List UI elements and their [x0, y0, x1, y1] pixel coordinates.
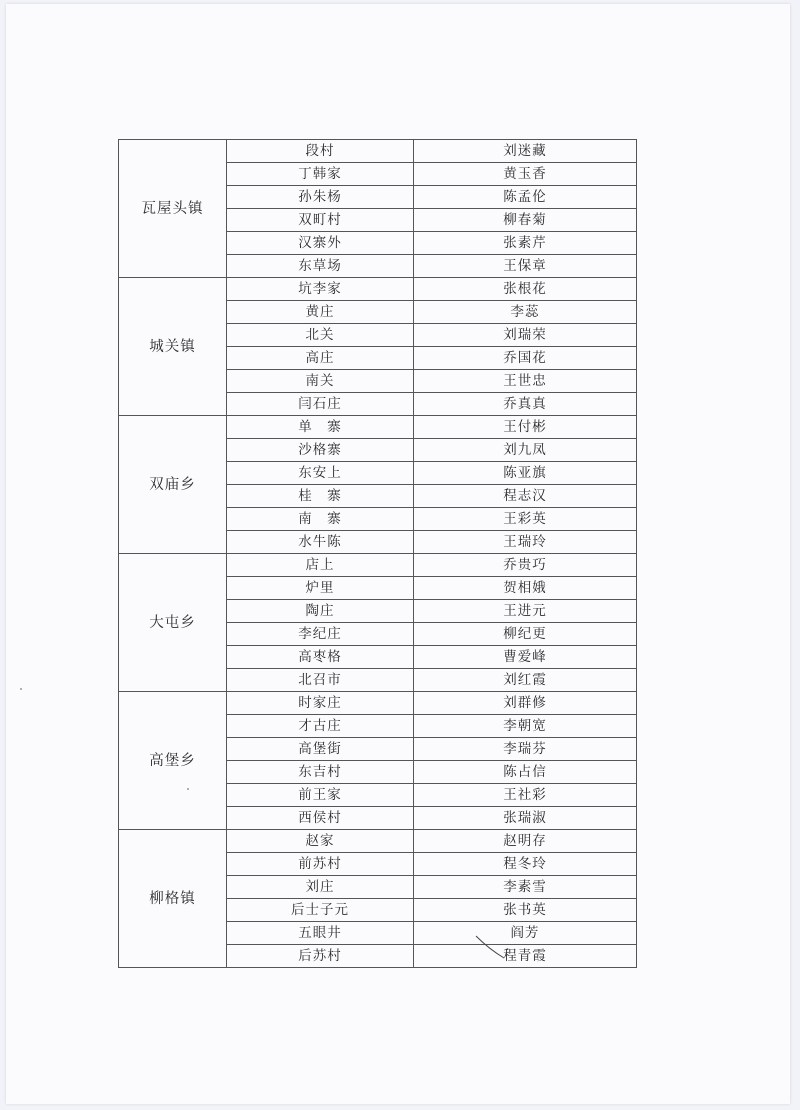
person-name-cell: 张根花: [414, 278, 637, 301]
village-name-cell: 孙朱杨: [227, 186, 414, 209]
person-name-cell: 程冬玲: [414, 853, 637, 876]
person-name-cell: 王世忠: [414, 370, 637, 393]
village-name-cell: 后苏村: [227, 945, 414, 968]
person-name-cell: 李素雪: [414, 876, 637, 899]
village-name-cell: 高庄: [227, 347, 414, 370]
person-name-cell: 王进元: [414, 600, 637, 623]
table-row: [119, 692, 637, 715]
town-name-cell: 瓦屋头镇: [119, 140, 227, 278]
village-name-cell: 双町村: [227, 209, 414, 232]
person-name-cell: 李蕊: [414, 301, 637, 324]
person-name-cell: 陈亚旗: [414, 462, 637, 485]
village-name-cell: 南 寨: [227, 508, 414, 531]
handwritten-tick-mark: [474, 934, 514, 962]
person-name-cell: 乔国花: [414, 347, 637, 370]
town-name-cell: 高堡乡: [119, 692, 227, 830]
person-name-cell: 程青霞: [414, 945, 637, 968]
person-name-cell: 赵明存: [414, 830, 637, 853]
village-name-cell: 店上: [227, 554, 414, 577]
person-name-cell: 张素芹: [414, 232, 637, 255]
person-name-cell: 柳春菊: [414, 209, 637, 232]
person-name-cell: 贺相娥: [414, 577, 637, 600]
village-name-cell: 陶庄: [227, 600, 414, 623]
village-name-cell: 前苏村: [227, 853, 414, 876]
village-name-cell: 单 寨: [227, 416, 414, 439]
village-name-cell: 高枣格: [227, 646, 414, 669]
village-name-cell: 丁韩家: [227, 163, 414, 186]
person-name-cell: 王社彩: [414, 784, 637, 807]
village-name-cell: 赵家: [227, 830, 414, 853]
village-name-cell: 桂 寨: [227, 485, 414, 508]
person-name-cell: 王付彬: [414, 416, 637, 439]
person-name-cell: 王彩英: [414, 508, 637, 531]
village-name-cell: 刘庄: [227, 876, 414, 899]
person-name-cell: 陈孟伦: [414, 186, 637, 209]
person-name-cell: 曹爱峰: [414, 646, 637, 669]
roster-table: [118, 139, 637, 968]
roster-body: [119, 140, 637, 968]
village-name-cell: 黄庄: [227, 301, 414, 324]
person-name-cell: 刘群修: [414, 692, 637, 715]
village-name-cell: 汉寨外: [227, 232, 414, 255]
person-name-cell: 陈占信: [414, 761, 637, 784]
person-name-cell: 李瑞芬: [414, 738, 637, 761]
village-name-cell: 东安上: [227, 462, 414, 485]
village-name-cell: 东吉村: [227, 761, 414, 784]
scan-speck: [20, 688, 22, 690]
village-name-cell: 北召市: [227, 669, 414, 692]
town-name-cell: 柳格镇: [119, 830, 227, 968]
village-name-cell: 段村: [227, 140, 414, 163]
village-name-cell: 西侯村: [227, 807, 414, 830]
village-name-cell: 五眼井: [227, 922, 414, 945]
person-name-cell: 乔贵巧: [414, 554, 637, 577]
village-name-cell: 李纪庄: [227, 623, 414, 646]
person-name-cell: 张瑞淑: [414, 807, 637, 830]
person-name-cell: 刘红霞: [414, 669, 637, 692]
village-name-cell: 才古庄: [227, 715, 414, 738]
village-name-cell: 东草场: [227, 255, 414, 278]
person-name-cell: 王保章: [414, 255, 637, 278]
table-row: [119, 416, 637, 439]
person-name-cell: 刘九凤: [414, 439, 637, 462]
table-row: [119, 140, 637, 163]
town-name-cell: 双庙乡: [119, 416, 227, 554]
village-name-cell: 坑李家: [227, 278, 414, 301]
table-row: [119, 278, 637, 301]
village-name-cell: 时家庄: [227, 692, 414, 715]
person-name-cell: 程志汉: [414, 485, 637, 508]
scan-speck: [187, 788, 189, 790]
person-name-cell: 阎芳: [414, 922, 637, 945]
person-name-cell: 黄玉香: [414, 163, 637, 186]
village-name-cell: 闫石庄: [227, 393, 414, 416]
village-name-cell: 北关: [227, 324, 414, 347]
village-name-cell: 炉里: [227, 577, 414, 600]
village-name-cell: 水牛陈: [227, 531, 414, 554]
town-name-cell: 大屯乡: [119, 554, 227, 692]
person-name-cell: 王瑞玲: [414, 531, 637, 554]
village-name-cell: 前王家: [227, 784, 414, 807]
person-name-cell: 刘迷藏: [414, 140, 637, 163]
village-name-cell: 南关: [227, 370, 414, 393]
table-row: [119, 830, 637, 853]
person-name-cell: 张书英: [414, 899, 637, 922]
person-name-cell: 李朝宽: [414, 715, 637, 738]
person-name-cell: 乔真真: [414, 393, 637, 416]
town-name-cell: 城关镇: [119, 278, 227, 416]
table-row: [119, 554, 637, 577]
person-name-cell: 刘瑞荣: [414, 324, 637, 347]
village-name-cell: 沙格寨: [227, 439, 414, 462]
document-page: [6, 4, 790, 1104]
person-name-cell: 柳纪更: [414, 623, 637, 646]
village-name-cell: 高堡街: [227, 738, 414, 761]
village-name-cell: 后士子元: [227, 899, 414, 922]
